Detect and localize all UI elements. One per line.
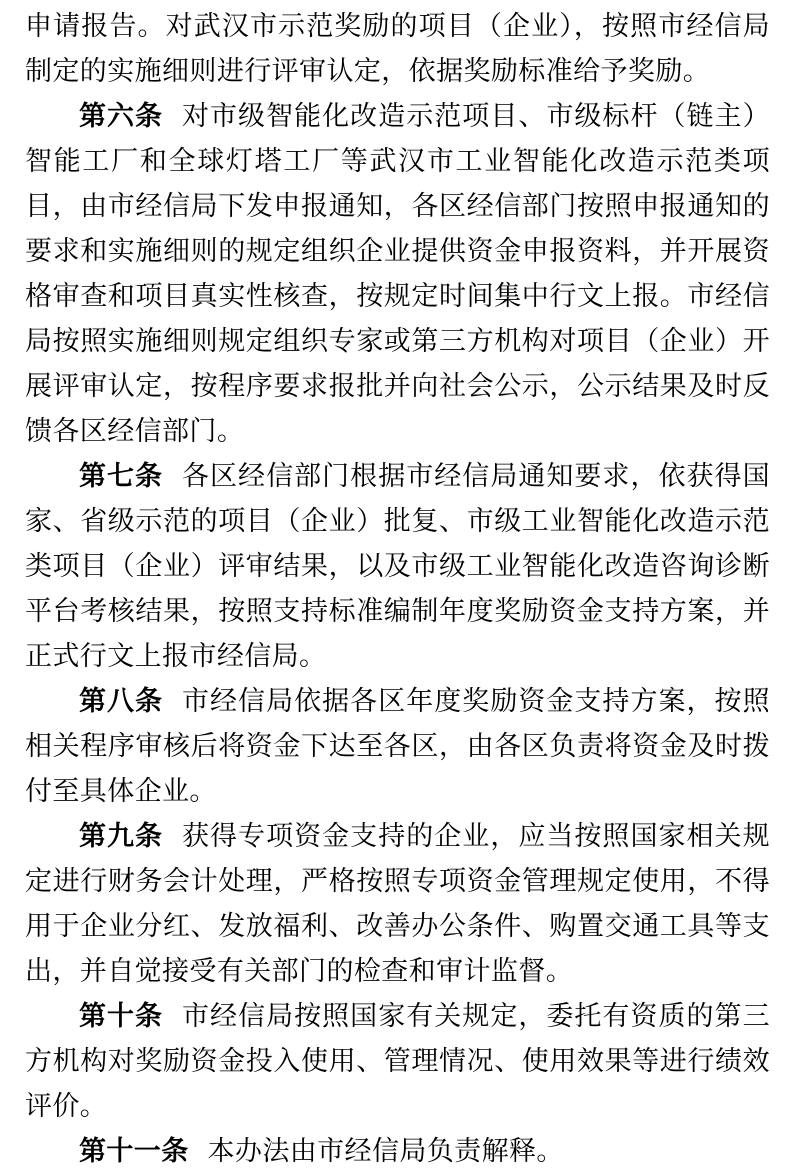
- paragraph-continuation: [25, 4, 770, 94]
- paragraph-article-10: [25, 994, 770, 1129]
- article-body: 申请报告。对武汉市示范奖励的项目（企业），按照市经信局制定的实施细则进行评审认定，依据奖励标准给予奖励。: [25, 11, 770, 86]
- article-number: 第七条: [79, 461, 164, 491]
- article-number: 第九条: [79, 821, 164, 851]
- article-number: 第六条: [79, 101, 164, 131]
- article-body: 市经信局依据各区年度奖励资金支持方案，按照相关程序审核后将资金下达至各区，由各区负责将资金及时拨付至具体企业。: [25, 686, 770, 806]
- article-body: 获得专项资金支持的企业，应当按照国家相关规定进行财务会计处理，严格按照专项资金管理规定使用，不得用于企业分红、发放福利、改善办公条件、购置交通工具等支出，并自觉接受有关部门的检查和审计监督。: [25, 821, 770, 986]
- paragraph-article-7: [25, 454, 770, 679]
- paragraph-article-6: [25, 94, 770, 454]
- article-number: 第十一条: [79, 1136, 189, 1166]
- article-number: 第十条: [79, 1001, 164, 1031]
- article-number: 第八条: [79, 686, 164, 716]
- paragraph-article-9: [25, 814, 770, 994]
- article-body: 市经信局按照国家有关规定，委托有资质的第三方机构对奖励资金投入使用、管理情况、使用效果等进行绩效评价。: [25, 1001, 770, 1121]
- paragraph-article-11: [25, 1129, 770, 1174]
- article-body: 对市级智能化改造示范项目、市级标杆（链主）智能工厂和全球灯塔工厂等武汉市工业智能化改造示范类项目，由市经信局下发申报通知，各区经信部门按照申报通知的要求和实施细则的规定组织企业提供资金申报资料，并开展资格审查和项目真实性核查，按规定时间集中行文上报。市经信局按照实施细则规定组织专家或第三方机构对项目（企业）开展评审认定，按程序要求报批并向社会公示，公示结果及时反馈各区经信部门。: [25, 101, 770, 446]
- paragraph-article-8: [25, 679, 770, 814]
- article-body: 本办法由市经信局负责解释。: [207, 1136, 564, 1166]
- article-body: 各区经信部门根据市经信局通知要求，依获得国家、省级示范的项目（企业）批复、市级工业智能化改造示范类项目（企业）评审结果，以及市级工业智能化改造咨询诊断平台考核结果，按照支持标准编制年度奖励资金支持方案，并正式行文上报市经信局。: [25, 461, 770, 671]
